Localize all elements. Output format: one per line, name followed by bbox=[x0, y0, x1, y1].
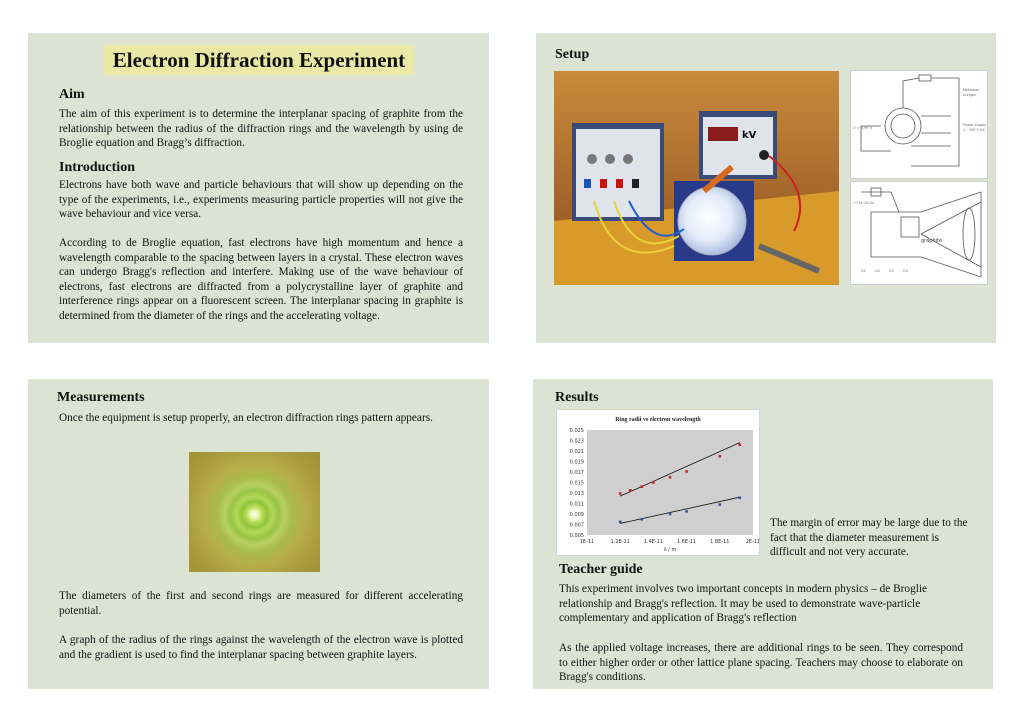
results-note: The margin of error may be large due to the fact that the diameter measurement is difficult and not very accurate. bbox=[770, 517, 968, 559]
circuit-diagram-top bbox=[850, 70, 988, 179]
introduction-paragraph-1: Electrons have both wave and particle behaviours that will show up depending on the type of the experiments, i.e., experiments measuring particle properties will not give the wave behaviour and vice versa. bbox=[59, 179, 463, 221]
tube-diagram bbox=[850, 181, 988, 285]
introduction-paragraph-2: According to de Broglie equation, fast electrons have high momentum and hence a wavelength comparable to the spacing between layers in a crystal. These electron waves can undergo Bragg's reflection and interfere. Making use of the wave behaviour of electrons, fast electrons are diffracted from a polycrystalline layer of graphite and interference rings appear on a fluorescent screen. The interplanar spacing in graphite is determined from the diameter of the rings and the accelerating voltage. bbox=[59, 237, 463, 322]
introduction-heading: Introduction bbox=[59, 160, 135, 175]
y-tick-label: 0.017 bbox=[569, 470, 584, 476]
data-point bbox=[640, 518, 643, 521]
y-tick-label: 0.007 bbox=[569, 522, 584, 529]
y-tick-label: 0.021 bbox=[569, 449, 584, 455]
apparatus-photo-drawing bbox=[554, 71, 839, 285]
y-tick-label: 0.015 bbox=[569, 480, 584, 487]
teacher-guide-paragraph-1: This experiment involves two important concepts in modern physics – de Broglie relationship and Bragg's reflection. It may be used to demonstrate wave-particle complementary and application of Bragg's reflection bbox=[559, 583, 928, 625]
svg-text:G4: G4 bbox=[903, 269, 908, 273]
graphite-label: graphite bbox=[921, 238, 943, 244]
svg-text:Netzspan-: Netzspan- bbox=[963, 88, 981, 92]
measurements-heading: Measurements bbox=[57, 390, 145, 405]
aim-heading: Aim bbox=[59, 87, 85, 102]
diffraction-rings-image bbox=[189, 452, 320, 572]
tube-diagram-drawing bbox=[851, 182, 987, 284]
setup-heading: Setup bbox=[555, 47, 590, 62]
data-point bbox=[652, 481, 655, 484]
y-tick-label: 0.013 bbox=[569, 491, 584, 497]
svg-text:G1: G1 bbox=[861, 269, 866, 273]
x-tick-label: 1E-11 bbox=[579, 539, 595, 545]
svg-text:1 - 300 V DC: 1 - 300 V DC bbox=[963, 128, 986, 132]
y-tick-label: 0.025 bbox=[569, 428, 584, 434]
svg-text:+7 to 10 kV: +7 to 10 kV bbox=[853, 201, 874, 205]
svg-text:Power supply: Power supply bbox=[963, 123, 987, 127]
data-point bbox=[619, 492, 622, 495]
x-tick-label: 1.6E-11 bbox=[676, 539, 697, 545]
data-point bbox=[629, 489, 632, 492]
data-point bbox=[669, 513, 672, 516]
data-point bbox=[719, 455, 722, 458]
y-tick-label: 0.011 bbox=[569, 501, 584, 508]
circuit-diagram-top-drawing bbox=[851, 71, 987, 178]
data-point bbox=[685, 510, 688, 513]
data-point bbox=[669, 476, 672, 479]
x-tick-label: 1.8E-11 bbox=[710, 539, 730, 545]
y-tick-label: 0.009 bbox=[569, 512, 584, 518]
svg-text:nungen: nungen bbox=[963, 93, 977, 97]
data-point bbox=[719, 503, 722, 506]
svg-text:G3: G3 bbox=[889, 269, 894, 273]
x-tick-label: 2E-11 bbox=[745, 539, 759, 545]
measurements-paragraph-1: Once the equipment is setup properly, an electron diffraction rings pattern appears. bbox=[59, 412, 433, 424]
y-tick-label: 0.019 bbox=[569, 459, 584, 466]
results-chart-svg bbox=[557, 410, 759, 555]
plot-area bbox=[587, 430, 753, 535]
results-chart bbox=[556, 409, 760, 556]
x-tick-label: 1.2E-11 bbox=[610, 539, 630, 545]
page-title: Electron Diffraction Experiment bbox=[104, 45, 414, 75]
chart-title: Ring radii vs electron wavelength bbox=[615, 417, 701, 423]
teacher-guide-heading: Teacher guide bbox=[559, 562, 643, 577]
data-point bbox=[619, 521, 622, 524]
data-point bbox=[738, 496, 741, 499]
y-tick-label: 0.005 bbox=[569, 533, 584, 539]
aim-text: The aim of this experiment is to determine the interplanar spacing of graphite from the relationship between the radius of the diffraction rings and the wavelength by using de Broglie equation and Bragg’s diffraction. bbox=[59, 108, 463, 150]
measurements-paragraph-3: A graph of the radius of the rings against the wavelength of the electron wave is plotted and the gradient is used to find the interplanar spacing between graphite layers. bbox=[59, 634, 463, 661]
data-point bbox=[640, 485, 643, 488]
y-tick-label: 0.023 bbox=[569, 438, 584, 445]
x-tick-label: 1.4E-11 bbox=[643, 539, 664, 545]
x-axis-label: λ / m bbox=[663, 547, 677, 553]
measurements-paragraph-2: The diameters of the first and second rings are measured for different accelerating potential. bbox=[59, 590, 463, 617]
data-point bbox=[685, 470, 688, 473]
results-heading: Results bbox=[555, 390, 599, 405]
teacher-guide-paragraph-2: As the applied voltage increases, there are additional rings to be seen. They correspond to either higher order or other lattice plane spacing. Teachers may choose to elaborate on Bragg's conditions. bbox=[559, 642, 963, 684]
kv-label: kV bbox=[742, 130, 757, 141]
data-point bbox=[738, 443, 741, 446]
svg-text:U = 9,99 V: U = 9,99 V bbox=[853, 126, 873, 130]
svg-text:G2: G2 bbox=[875, 269, 880, 273]
apparatus-photo bbox=[554, 71, 839, 285]
